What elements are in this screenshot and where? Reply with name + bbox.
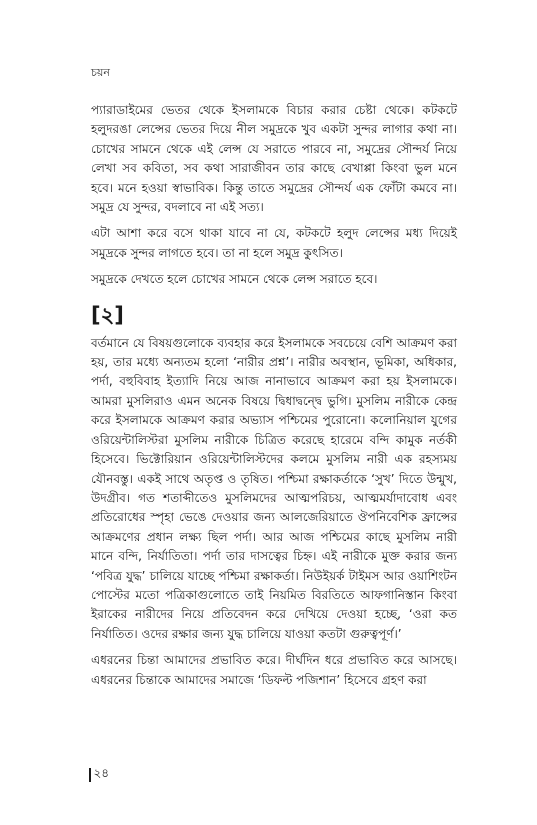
page-body	[91, 101, 457, 697]
running-head: চয়ন	[91, 66, 110, 79]
paragraph: এটা আশা করে বসে থাকা যাবে না যে, কটকটে হলুদ লেন্সের মধ্য দিয়েই সমুদ্রকে সুন্দর লাগতে হবে। তা না হলে সমুদ্র কুৎসিত।	[91, 226, 457, 260]
page-number	[89, 765, 109, 785]
folio-rule	[89, 768, 91, 782]
paragraph: এধরনের চিন্তা আমাদের প্রভাবিত করে। দীর্ঘদিন ধরে প্রভাবিত করে আসছে। এধরনের চিন্তাকে আমাদের সমাজে ‘ডিফল্ট পজিশান’ হিসেবে গ্রহণ করা	[91, 653, 457, 687]
page-number-text: ২৪	[93, 766, 110, 780]
paragraph: সমুদ্রকে দেখতে হলে চোখের সামনে থেকে লেন্স সরাতে হবে।	[91, 272, 378, 287]
section-heading: [২]	[91, 302, 124, 327]
paragraph: বর্তমানে যে বিষয়গুলোকে ব্যবহার করে ইসলামকে সবচেয়ে বেশি আক্রমণ করা হয়, তার মধ্যে অন্যতম হলো ‘নারীর প্রশ্ন’। নারীর অবস্থান, ভূমিকা, অধিকার, পর্দা, বহুবিবাহ ইত্যাদি নিয়ে আজ নানাভাবে আক্রমণ করা হয় ইসলামকে। আমরা মুসলিরাও এমন অনেক বিষয়ে দ্বিধাদ্বন্দ্বে ভুগি। মুসলিম নারীকে কেন্দ্র করে ইসলামকে আক্রমণ করার অভ্যাস পশ্চিমের পুরোনো। কলোনিয়াল যুগের ওরিয়েন্টালিস্টরা মুসলিম নারীকে চিত্রিত করেছে হারেমে বন্দি কামুক নর্তকী হিসেবে। ভিক্টোরিয়ান ওরিয়েন্টালিস্টদের কলমে মুসলিম নারী এক রহস্যময় যৌনবস্তু। একই সাথে অতৃপ্ত ও তৃষিত। পশ্চিমা রক্ষাকর্তাকে ‘সুখ’ দিতে উন্মুখ, উদগ্রীব। গত শতাব্দীতেও মুসলিমদের আত্মপরিচয়, আত্মমর্যাদাবোধ এবং প্রতিরোধের স্পৃহা ভেঙে দেওয়ার জন্য আলজেরিয়াতে ঔপনিবেশিক ফ্রান্সের আক্রমণের প্রধান লক্ষ্য ছিল পর্দা। আর আজ পশ্চিমের কাছে মুসলিম নারী মানে বন্দি, নির্যাতিতা। পর্দা তার দাসত্বের চিহ্ন। এই নারীকে মুক্ত করার জন্য ‘পবিত্র যুদ্ধ’ চালিয়ে যাচ্ছে পশ্চিমা রক্ষাকর্তা। নিউইয়র্ক টাইমস আর ওয়াশিংটন পোস্টের মতো পত্রিকাগুলোতে তাই নিয়মিত বিরতিতে আফগানিস্তান কিংবা ইরাকের নারীদের নিয়ে প্রতিবেদন করে দেখিয়ে দেওয়া হচ্ছে, ‘ওরা কত নির্যাতিত। ওদের রক্ষার জন্য যুদ্ধ চালিয়ে যাওয়া কতটা গুরুত্বপূর্ণ।’	[91, 335, 457, 641]
paragraph: প্যারাডাইমের ভেতর থেকে ইসলামকে বিচার করার চেষ্টা থেকে। কটকটে হলুদরঙা লেন্সের ভেতর দিয়ে নীল সমুদ্রকে খুব একটা সুন্দর লাগার কথা না। চোখের সামনে থেকে এই লেন্স যে সরাতে পারবে না, সমুদ্রের সৌন্দর্য নিয়ে লেখা সব কবিতা, সব কথা সারাজীবন তার কাছে বেখাপ্পা কিংবা ভুল মনে হবে। মনে হওয়া স্বাভাবিক। কিন্তু তাতে সমুদ্রের সৌন্দর্য এক ফোঁটা কমবে না। সমুদ্র যে সুন্দর, বদলাবে না এই সত্য।	[91, 103, 457, 215]
